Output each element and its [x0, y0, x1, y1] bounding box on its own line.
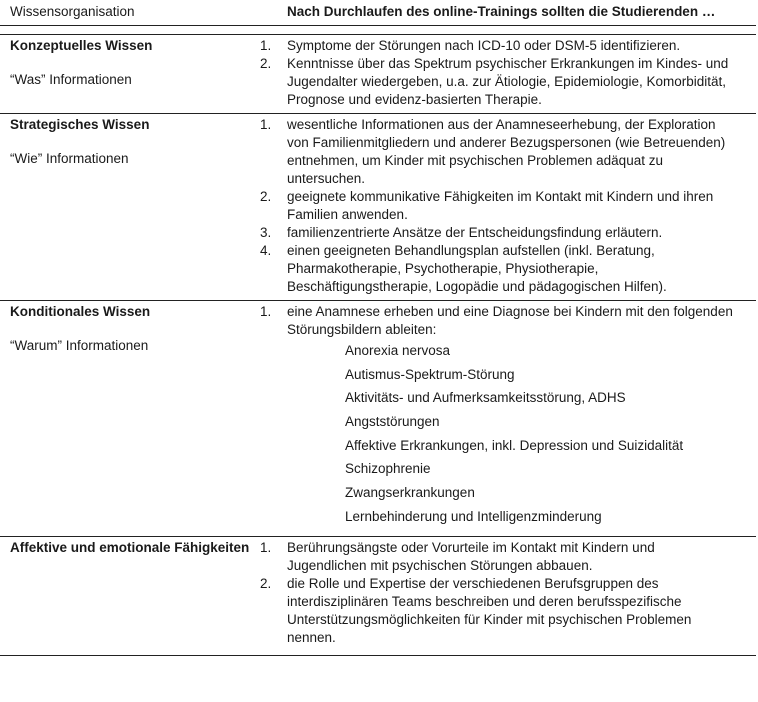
table-row — [0, 114, 756, 301]
item-text: Symptome der Störungen nach ICD-10 oder DSM-5 identifizieren. — [287, 38, 681, 53]
disorder-item: Lernbehinderung und Intelligenzminderung — [345, 508, 602, 524]
item-text: wesentliche Informationen aus der Anamneseerhebung, der Exploration von Familienmitgliedern und anderer Bezugspersonen (wie Betreuenden) entnehmen, um Kinder mit psychischen Problemen adäquat zu untersuchen. — [287, 117, 726, 186]
list-item — [250, 539, 736, 575]
item-number: 2. — [260, 56, 272, 71]
category-subtitle: “Warum” Informationen — [10, 338, 149, 353]
item-number: 1. — [260, 38, 272, 53]
category-cell — [0, 536, 250, 655]
table-header-row — [0, 0, 756, 26]
disorder-item: Anorexia nervosa — [345, 343, 451, 358]
category-subtitle: “Was” Informationen — [10, 72, 132, 87]
objectives-list — [250, 539, 736, 647]
category-cell — [0, 114, 250, 301]
category-cell — [0, 301, 250, 537]
objectives-cell — [250, 35, 756, 114]
list-item — [250, 224, 736, 242]
objectives-cell — [250, 301, 756, 537]
list-item — [250, 116, 736, 188]
disorder-item: Autismus-Spektrum-Störung — [345, 366, 515, 382]
objectives-list — [250, 303, 736, 339]
item-text: die Rolle und Expertise der verschiedenen Berufsgruppen des interdisziplinären Teams beschreiben und deren berufsspezifische Unterstützungsmöglichkeiten für Kinder mit psychischen Problemen nennen. — [287, 575, 692, 645]
objectives-list — [250, 116, 736, 296]
disorder-item: Zwangserkrankungen — [345, 485, 475, 501]
objectives-list — [250, 37, 736, 109]
category-cell — [0, 35, 250, 114]
disorder-item: Angststörungen — [345, 414, 440, 430]
category-title: Strategisches Wissen — [10, 117, 150, 132]
table-row — [0, 301, 756, 537]
disorder-item: Affektive Erkrankungen, inkl. Depression und Suizidalität — [345, 437, 684, 453]
list-item — [250, 575, 736, 647]
objectives-cell — [250, 536, 756, 655]
list-item — [250, 188, 736, 224]
category-title: Konzeptuelles Wissen — [10, 38, 153, 53]
category-subtitle: “Wie” Informationen — [10, 151, 129, 166]
item-text: eine Anamnese erheben und eine Diagnose bei Kindern mit den folgenden Störungsbildern ableiten: — [287, 304, 733, 337]
item-number: 1. — [260, 539, 272, 555]
header-knowledge-organisation: Wissensorganisation — [0, 0, 250, 26]
item-number: 4. — [260, 243, 272, 258]
item-text: einen geeigneten Behandlungsplan aufstellen (inkl. Beratung, Pharmakotherapie, Psychotherapie, Physiotherapie, Beschäftigungstherapie, Logopädie und pädagogischen Hilfen). — [287, 243, 667, 294]
objectives-cell — [250, 114, 756, 301]
item-text: geeignete kommunikative Fähigkeiten im Kontakt mit Kindern und ihren Familien anwenden. — [287, 189, 714, 222]
item-number: 3. — [260, 225, 272, 240]
header-learning-outcomes: Nach Durchlaufen des online-Trainings sollten die Studierenden … — [250, 0, 756, 26]
category-title: Affektive und emotionale Fähigkeiten — [10, 539, 250, 555]
header-spacer — [0, 26, 756, 35]
table-row — [0, 536, 756, 655]
list-item — [250, 303, 736, 339]
item-text: familienzentrierte Ansätze der Entscheidungsfindung erläutern. — [287, 225, 663, 240]
list-item — [250, 242, 736, 296]
item-number: 1. — [260, 304, 272, 319]
item-number: 2. — [260, 189, 272, 204]
list-item — [250, 37, 736, 55]
category-title: Konditionales Wissen — [10, 304, 151, 319]
item-number: 2. — [260, 575, 272, 591]
disorder-item: Aktivitäts- und Aufmerksamkeitsstörung, ADHS — [345, 390, 626, 406]
item-number: 1. — [260, 117, 272, 132]
disorder-item: Schizophrenie — [345, 461, 431, 477]
item-text: Kenntnisse über das Spektrum psychischer Erkrankungen im Kindes- und Jugendalter wiedergeben, u.a. zur Ätiologie, Epidemiologie, Komorbidität, Prognose und evidenz-basierten Therapie. — [287, 56, 729, 107]
table-row — [0, 35, 756, 114]
item-text: Berührungsängste oder Vorurteile im Kontakt mit Kindern und Jugendlichen mit psychischen Störungen abbauen. — [287, 539, 655, 573]
disorder-list — [250, 342, 736, 526]
list-item — [250, 55, 736, 109]
